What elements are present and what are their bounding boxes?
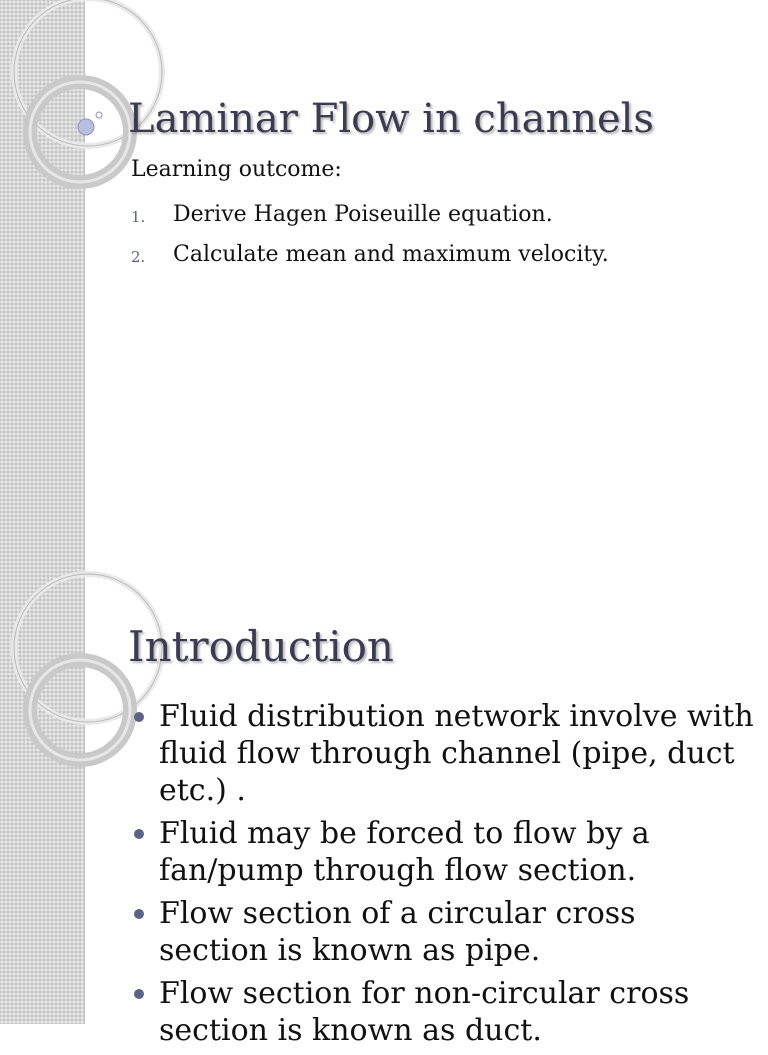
slide-title: Laminar Flow in channels — [128, 96, 654, 142]
list-item — [134, 815, 754, 889]
bullet-list — [134, 698, 754, 1055]
list-item — [131, 235, 609, 275]
list-item-text: Fluid distribution network involve with fluid flow through channel (pipe, duct etc.) . — [159, 699, 754, 808]
bullet-dot-icon — [134, 712, 144, 722]
list-number: 2. — [131, 248, 146, 266]
learning-outcome-list — [131, 195, 609, 275]
list-item — [131, 195, 609, 235]
slide-introduction — [0, 576, 768, 1048]
list-item-text: Fluid may be forced to flow by a fan/pump through flow section. — [159, 816, 650, 888]
list-item-text: Flow section of a circular cross section is known as pipe. — [159, 896, 636, 968]
list-item-text: Derive Hagen Poiseuille equation. — [173, 202, 553, 227]
bullet-dot-icon — [134, 829, 144, 839]
list-item-text: Flow section for non-circular cross section is known as duct. — [159, 976, 690, 1048]
list-item-text: Calculate mean and maximum velocity. — [173, 242, 609, 267]
learning-outcome-heading: Learning outcome: — [131, 157, 342, 182]
bullet-dot-icon — [134, 909, 144, 919]
list-number: 1. — [131, 208, 146, 226]
list-item — [134, 895, 754, 969]
list-item — [134, 698, 754, 809]
bullet-dot-icon — [134, 989, 144, 999]
list-item — [134, 975, 754, 1049]
slide-title: Introduction — [128, 622, 394, 671]
